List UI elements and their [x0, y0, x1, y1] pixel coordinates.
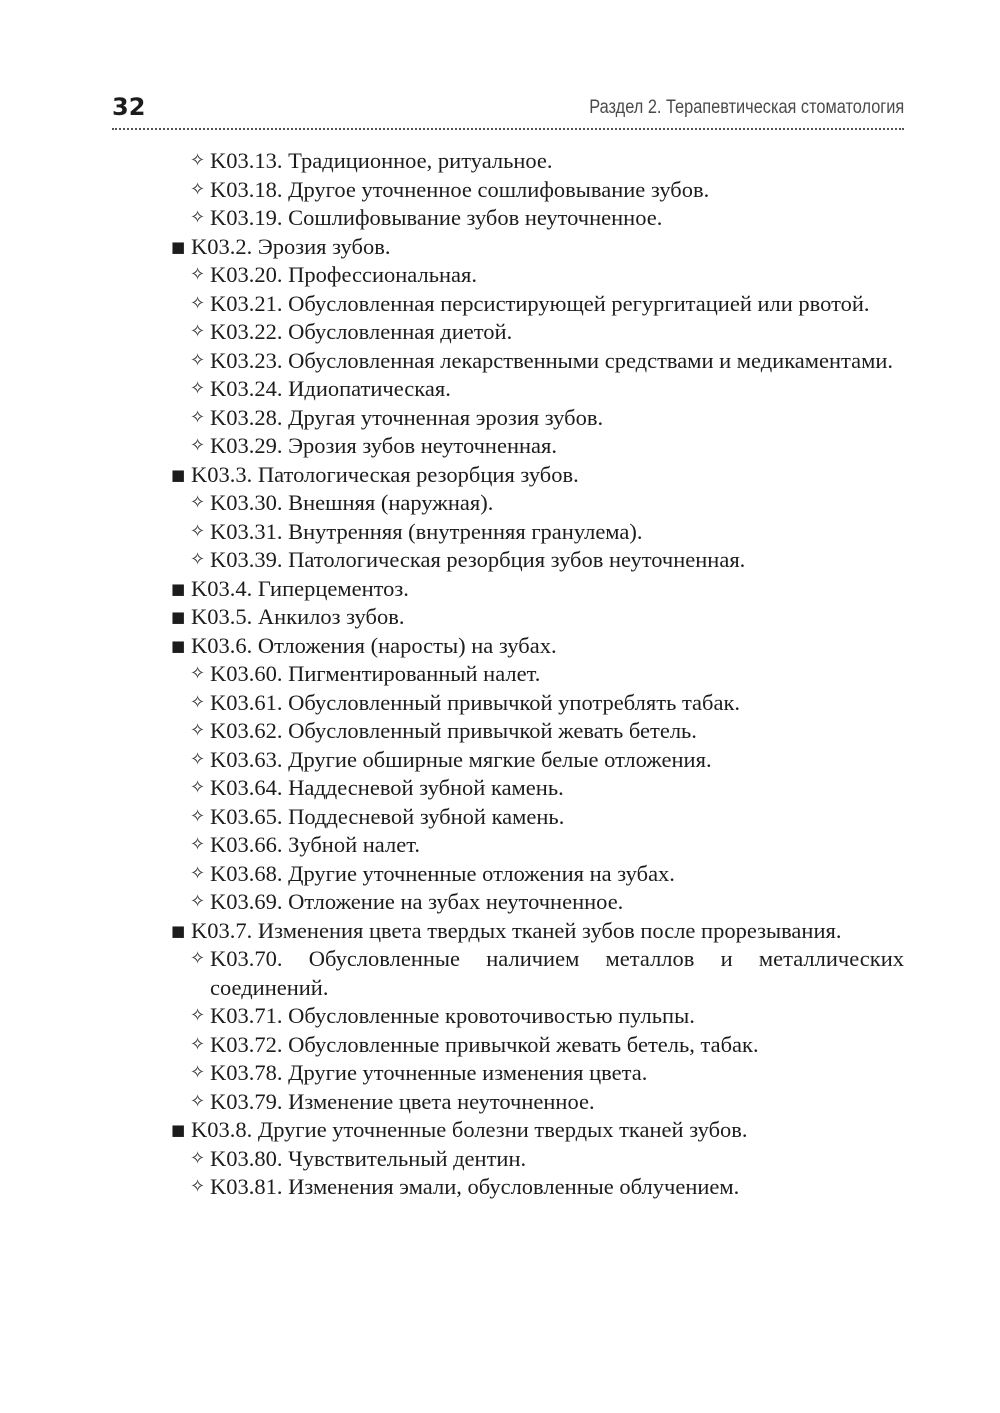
subcategory-item	[190, 774, 904, 803]
item-text: K03.7. Изменения цвета твердых тканей зубов после прорезывания.	[191, 917, 842, 943]
item-text: K03.5. Анкилоз зубов.	[191, 604, 405, 629]
item-text: K03.19. Сошлифовывание зубов неуточненное.	[210, 205, 663, 230]
item-text: K03.62. Обусловленный привычкой жевать бетель.	[210, 718, 697, 743]
item-text: K03.2. Эрозия зубов.	[191, 233, 391, 259]
subcategory-item	[190, 518, 904, 547]
item-text: K03.20. Профессиональная.	[210, 262, 477, 287]
item-text: K03.21. Обусловленная персистирующей регургитацией или рвотой.	[210, 290, 870, 316]
four-pointed-star-icon: ✧	[190, 1147, 206, 1169]
item-text: K03.64. Наддесневой зубной камень.	[210, 775, 564, 800]
subcategory-item	[190, 689, 904, 718]
four-pointed-star-icon: ✧	[190, 948, 206, 969]
four-pointed-star-icon: ✧	[190, 1062, 206, 1083]
category-item	[171, 1116, 904, 1145]
item-text: K03.3. Патологическая резорбция зубов.	[191, 461, 579, 487]
subcategory-item	[190, 261, 904, 290]
four-pointed-star-icon: ✧	[190, 862, 206, 884]
four-pointed-star-icon: ✧	[190, 891, 206, 912]
four-pointed-star-icon: ✧	[190, 406, 206, 428]
subcategory-item	[190, 147, 904, 176]
four-pointed-star-icon: ✧	[190, 178, 206, 200]
subcategory-item	[190, 888, 904, 917]
four-pointed-star-icon: ✧	[190, 150, 206, 171]
subcategory-item	[190, 831, 904, 860]
item-text: K03.31. Внутренняя (внутренняя гранулема).	[210, 518, 643, 544]
four-pointed-star-icon: ✧	[190, 378, 206, 399]
four-pointed-star-icon: ✧	[190, 435, 206, 456]
black-square-icon: ■	[171, 465, 186, 484]
four-pointed-star-icon: ✧	[190, 1033, 206, 1055]
item-text: K03.39. Патологическая резорбция зубов неуточненная.	[210, 547, 746, 572]
subcategory-item	[190, 803, 904, 832]
subcategory-item	[190, 1059, 904, 1088]
item-text: K03.79. Изменение цвета неуточненное.	[210, 1088, 595, 1114]
page-header	[112, 88, 904, 130]
item-text: K03.4. Гиперцементоз.	[191, 575, 409, 601]
subcategory-item	[190, 290, 904, 319]
category-item	[171, 632, 904, 661]
subcategory-item	[190, 660, 904, 689]
subcategory-item	[190, 1173, 904, 1202]
item-text: K03.65. Поддесневой зубной камень.	[210, 803, 565, 829]
black-square-icon: ■	[171, 921, 186, 940]
black-square-icon: ■	[171, 579, 186, 598]
classification-list	[0, 147, 1000, 1202]
subcategory-item	[190, 404, 904, 433]
four-pointed-star-icon: ✧	[190, 1005, 206, 1026]
item-text: K03.71. Обусловленные кровоточивостью пульпы.	[210, 1003, 695, 1028]
item-text: K03.61. Обусловленный привычкой употреблять табак.	[210, 689, 741, 715]
subcategory-item	[190, 717, 904, 746]
subcategory-item	[190, 489, 904, 518]
item-text: K03.24. Идиопатическая.	[210, 376, 451, 401]
subcategory-item	[190, 746, 904, 775]
four-pointed-star-icon: ✧	[190, 321, 206, 342]
item-text: K03.63. Другие обширные мягкие белые отложения.	[210, 746, 712, 772]
four-pointed-star-icon: ✧	[190, 720, 206, 741]
four-pointed-star-icon: ✧	[190, 663, 206, 684]
item-text: K03.78. Другие уточненные изменения цвета.	[210, 1060, 648, 1085]
subcategory-item	[190, 860, 904, 889]
item-text: K03.18. Другое уточненное сошлифовывание зубов.	[210, 176, 710, 202]
four-pointed-star-icon: ✧	[190, 549, 206, 570]
four-pointed-star-icon: ✧	[190, 349, 206, 371]
subcategory-item	[190, 204, 904, 233]
black-square-icon: ■	[171, 608, 186, 626]
item-text: K03.80. Чувствительный дентин.	[210, 1145, 527, 1171]
subcategory-item	[190, 375, 904, 404]
subcategory-item	[190, 318, 904, 347]
category-item	[171, 233, 904, 262]
four-pointed-star-icon: ✧	[190, 207, 206, 228]
four-pointed-star-icon: ✧	[190, 834, 206, 855]
item-text: K03.29. Эрозия зубов неуточненная.	[210, 433, 558, 458]
subcategory-item	[190, 1031, 904, 1060]
category-item	[171, 917, 904, 946]
subcategory-item	[190, 176, 904, 205]
four-pointed-star-icon: ✧	[190, 691, 206, 713]
four-pointed-star-icon: ✧	[190, 777, 206, 798]
item-text: K03.60. Пигментированный налет.	[210, 661, 541, 686]
item-text: K03.68. Другие уточненные отложения на зубах.	[210, 860, 675, 886]
category-item	[171, 461, 904, 490]
four-pointed-star-icon: ✧	[190, 492, 206, 513]
four-pointed-star-icon: ✧	[190, 292, 206, 314]
subcategory-item	[190, 347, 904, 376]
subcategory-item	[190, 546, 904, 575]
item-text: K03.66. Зубной налет.	[210, 832, 420, 857]
item-text: K03.72. Обусловленные привычкой жевать бетель, табак.	[210, 1031, 759, 1057]
subcategory-item	[190, 1088, 904, 1117]
item-text: K03.8. Другие уточненные болезни твердых тканей зубов.	[191, 1117, 748, 1142]
subcategory-item	[190, 1145, 904, 1174]
four-pointed-star-icon: ✧	[190, 748, 206, 770]
item-text: K03.28. Другая уточненная эрозия зубов.	[210, 404, 604, 430]
black-square-icon: ■	[171, 237, 186, 256]
category-item	[171, 603, 904, 632]
item-text: K03.13. Традиционное, ритуальное.	[210, 148, 553, 173]
four-pointed-star-icon: ✧	[190, 1090, 206, 1112]
four-pointed-star-icon: ✧	[190, 520, 206, 542]
item-text: K03.30. Внешняя (наружная).	[210, 490, 494, 515]
four-pointed-star-icon: ✧	[190, 805, 206, 827]
running-head: Раздел 2. Терапевтическая стоматология	[589, 97, 904, 118]
page-number: 32	[112, 93, 146, 121]
subcategory-item	[190, 1002, 904, 1031]
category-item	[171, 575, 904, 604]
four-pointed-star-icon: ✧	[190, 1176, 206, 1197]
item-text: K03.22. Обусловленная диетой.	[210, 319, 513, 344]
black-square-icon: ■	[171, 1121, 186, 1139]
item-text: K03.6. Отложения (наросты) на зубах.	[191, 632, 557, 658]
item-text: K03.70. Обусловленные наличием металлов и металлических соединений.	[210, 946, 904, 1000]
subcategory-item	[190, 432, 904, 461]
item-text: K03.69. Отложение на зубах неуточненное.	[210, 889, 624, 914]
item-text: K03.23. Обусловленная лекарственными средствами и медикаментами.	[210, 347, 894, 373]
item-text: K03.81. Изменения эмали, обусловленные облучением.	[210, 1174, 740, 1199]
four-pointed-star-icon: ✧	[190, 264, 206, 285]
subcategory-item	[190, 945, 904, 1002]
black-square-icon: ■	[171, 636, 186, 655]
